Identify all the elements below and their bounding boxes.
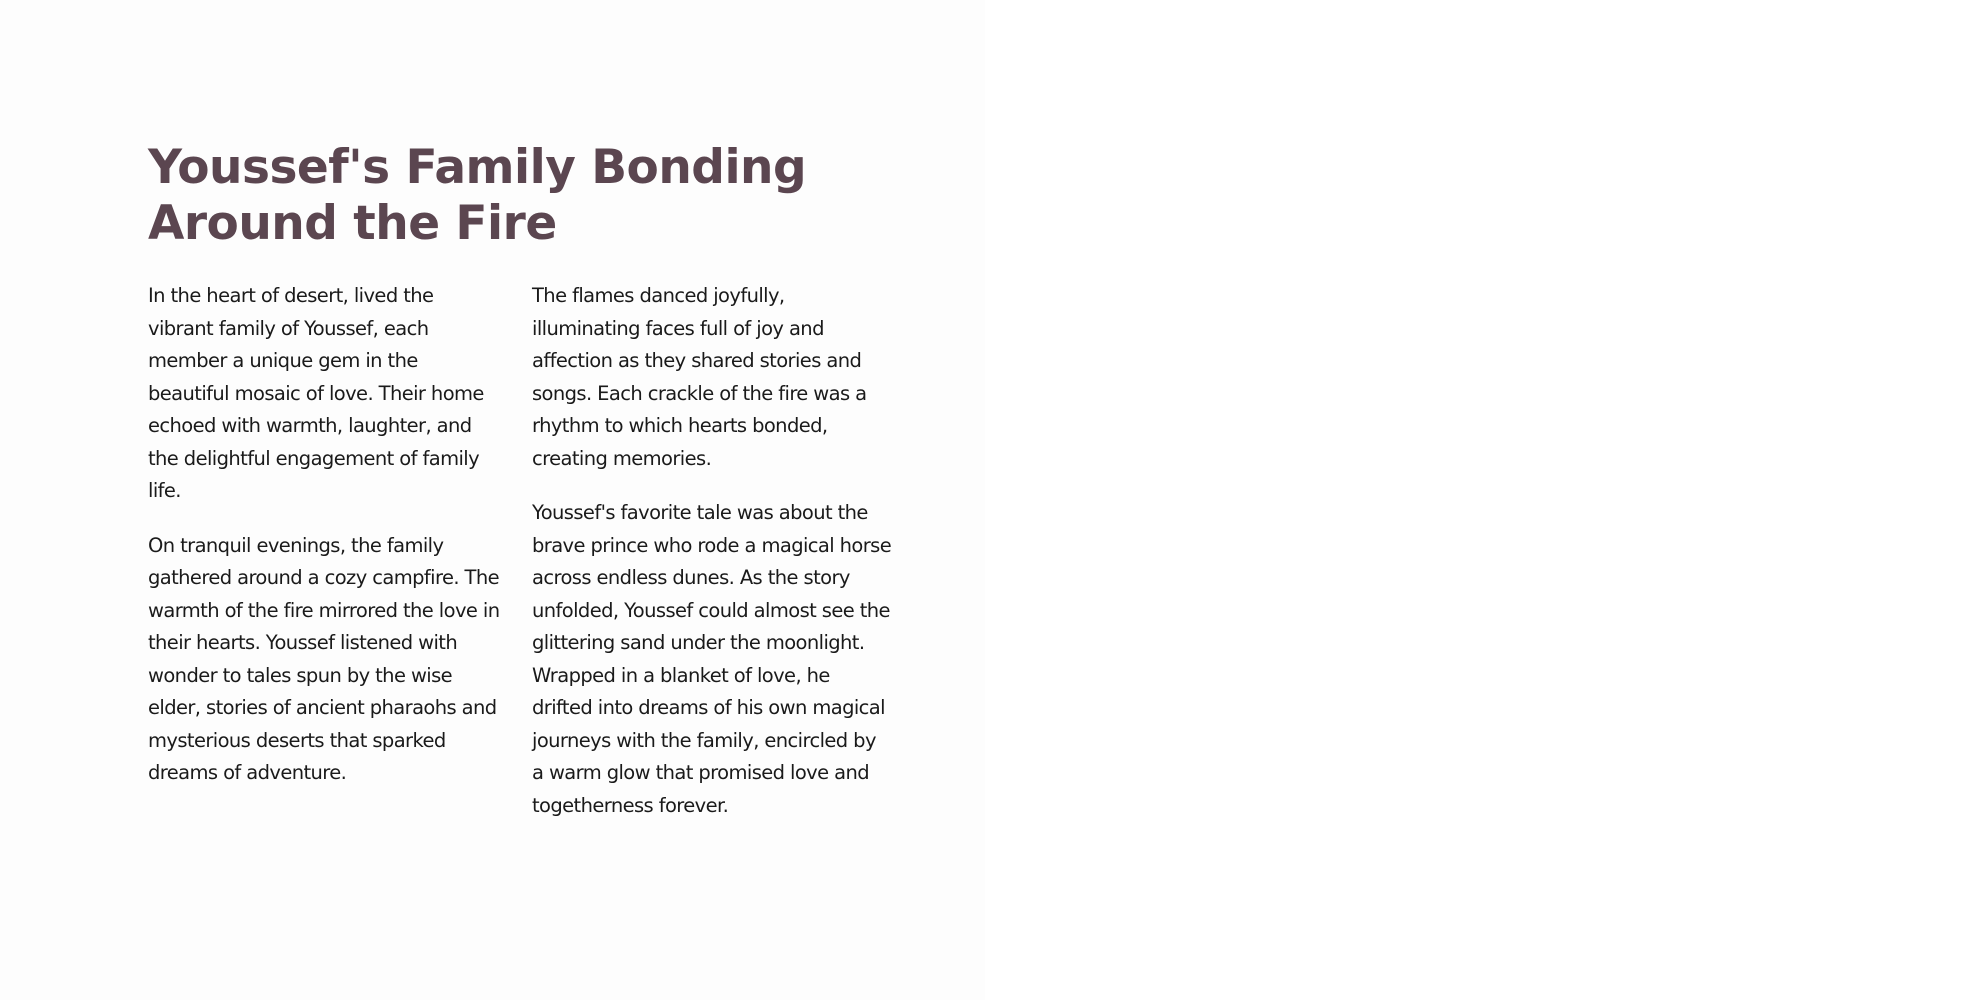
right-page [985,0,1971,1000]
paragraph: In the heart of desert, lived the vibrant family of Youssef, each member a unique gem in the beautiful mosaic of love. Their home echoed with warmth, laughter, and the delightful engagement of family life. [148,284,484,502]
page-title: Youssef's Family Bonding Around the Fire [148,140,807,251]
paragraph: The flames danced joyfully, illuminating faces full of joy and affection as they shared stories and songs. Each crackle of the fire was a rhythm to which hearts bonded, creating memories. [532,284,867,470]
paragraph: Youssef's favorite tale was about the brave prince who rode a magical horse across endless dunes. As the story unfolded, Youssef could almost see the glittering sand under the moonlight. Wrapped in a blanket of love, he drifted into dreams of his own magical journeys with the family, encircled by a warm glow that promised love and togetherness forever. [532,501,892,817]
left-page [0,0,985,1000]
paragraph: On tranquil evenings, the family gathered around a cozy campfire. The warmth of the fire mirrored the love in their hearts. Youssef listened with wonder to tales spun by the wise elder, stories of ancient pharaohs and mysterious deserts that sparked dreams of adventure. [148,533,500,784]
text-column-right [532,280,892,844]
text-column-left [148,280,503,812]
